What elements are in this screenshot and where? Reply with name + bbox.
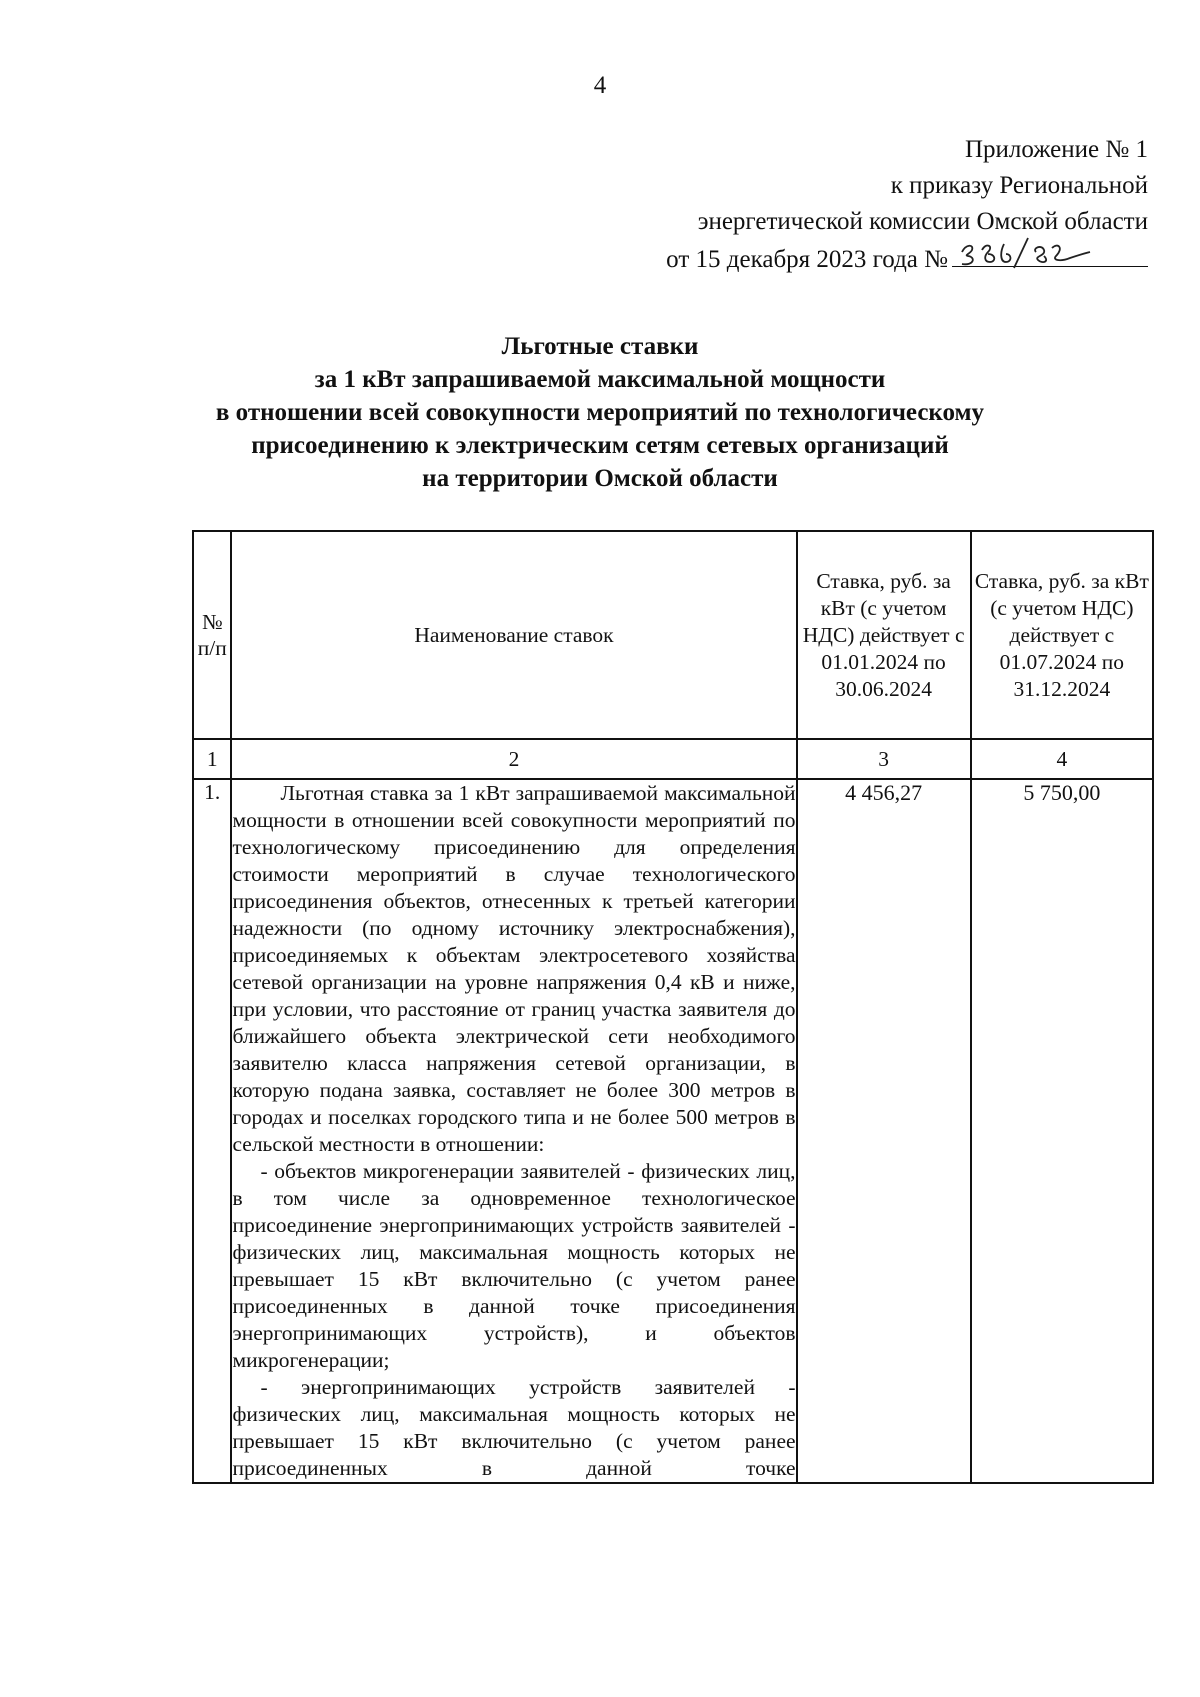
description-bullet-1: - объектов микрогенерации заявителей - физических лиц, в том числе за одновременное технологическое присоединение энергопринимающих устройств заявителей - физических лиц, максимальная мощность которых не превышает 15 кВт включительно (с учетом ранее присоединенных в данной точке присоединения энергопринимающих устройств), и объектов микрогенерации;	[232, 1159, 796, 1372]
title-line-3: в отношении всей совокупности мероприятий по технологическому	[215, 399, 985, 426]
description-bullet-2: - энергопринимающих устройств заявителей - физических лиц, максимальная мощность которых не превышает 15 кВт включительно (с учетом ранее присоединенных в данной точке	[232, 1375, 796, 1480]
rate-value-h2: 5 750,00	[971, 779, 1153, 1483]
title-line-2: за 1 кВт запрашиваемой максимальной мощности	[314, 366, 886, 393]
order-date-prefix: от 15 декабря 2023 года №	[666, 246, 948, 273]
appendix-header	[666, 132, 1148, 278]
title-line-4: присоединению к электрическим сетям сетевых организаций	[251, 432, 949, 459]
header-rate-h2: Ставка, руб. за кВт (с учетом НДС) действует с 01.07.2024 по 31.12.2024	[971, 531, 1153, 739]
handwritten-order-number	[956, 230, 1096, 270]
title-line-1: Льготные ставки	[501, 333, 699, 360]
header-name: Наименование ставок	[231, 531, 796, 739]
column-number: 1	[193, 739, 231, 779]
table-row	[193, 779, 1153, 1483]
table-header-row	[193, 531, 1153, 739]
description-main: Льготная ставка за 1 кВт запрашиваемой максимальной мощности в отношении всей совокупности мероприятий по технологическому присоединению для определения стоимости мероприятий в случае технологического присоединения объектов, отнесенных к третьей категории надежности (по одному источнику электроснабжения), присоединяемых к объектам электросетевого хозяйства сетевой организации на уровне напряжения 0,4 кВ и ниже, при условии, что расстояние от границ участка заявителя до ближайшего объекта электрической сети необходимого заявителю класса напряжения сетевой организации, в которую подана заявка, составляет не более 300 метров в городах и поселках городского типа и не более 500 метров в сельской местности в отношении:	[232, 781, 796, 1156]
title-line-5: на территории Омской области	[422, 465, 778, 492]
document-title	[0, 330, 1200, 495]
order-number-field	[952, 240, 1148, 267]
appendix-line-2: к приказу Региональной	[890, 172, 1148, 199]
column-number: 3	[797, 739, 971, 779]
header-no: № п/п	[193, 531, 231, 739]
column-numbers-row	[193, 739, 1153, 779]
appendix-line-3: энергетической комиссии Омской области	[697, 208, 1148, 235]
rate-description	[231, 779, 796, 1483]
appendix-line-4	[666, 240, 1148, 278]
row-number: 1.	[193, 779, 231, 1483]
header-rate-h1: Ставка, руб. за кВт (с учетом НДС) действует с 01.01.2024 по 30.06.2024	[797, 531, 971, 739]
page-number: 4	[593, 72, 607, 99]
column-number: 2	[231, 739, 796, 779]
rates-table	[192, 530, 1154, 1484]
rate-value-h1: 4 456,27	[797, 779, 971, 1483]
appendix-line-1: Приложение № 1	[964, 136, 1148, 163]
column-number: 4	[971, 739, 1153, 779]
